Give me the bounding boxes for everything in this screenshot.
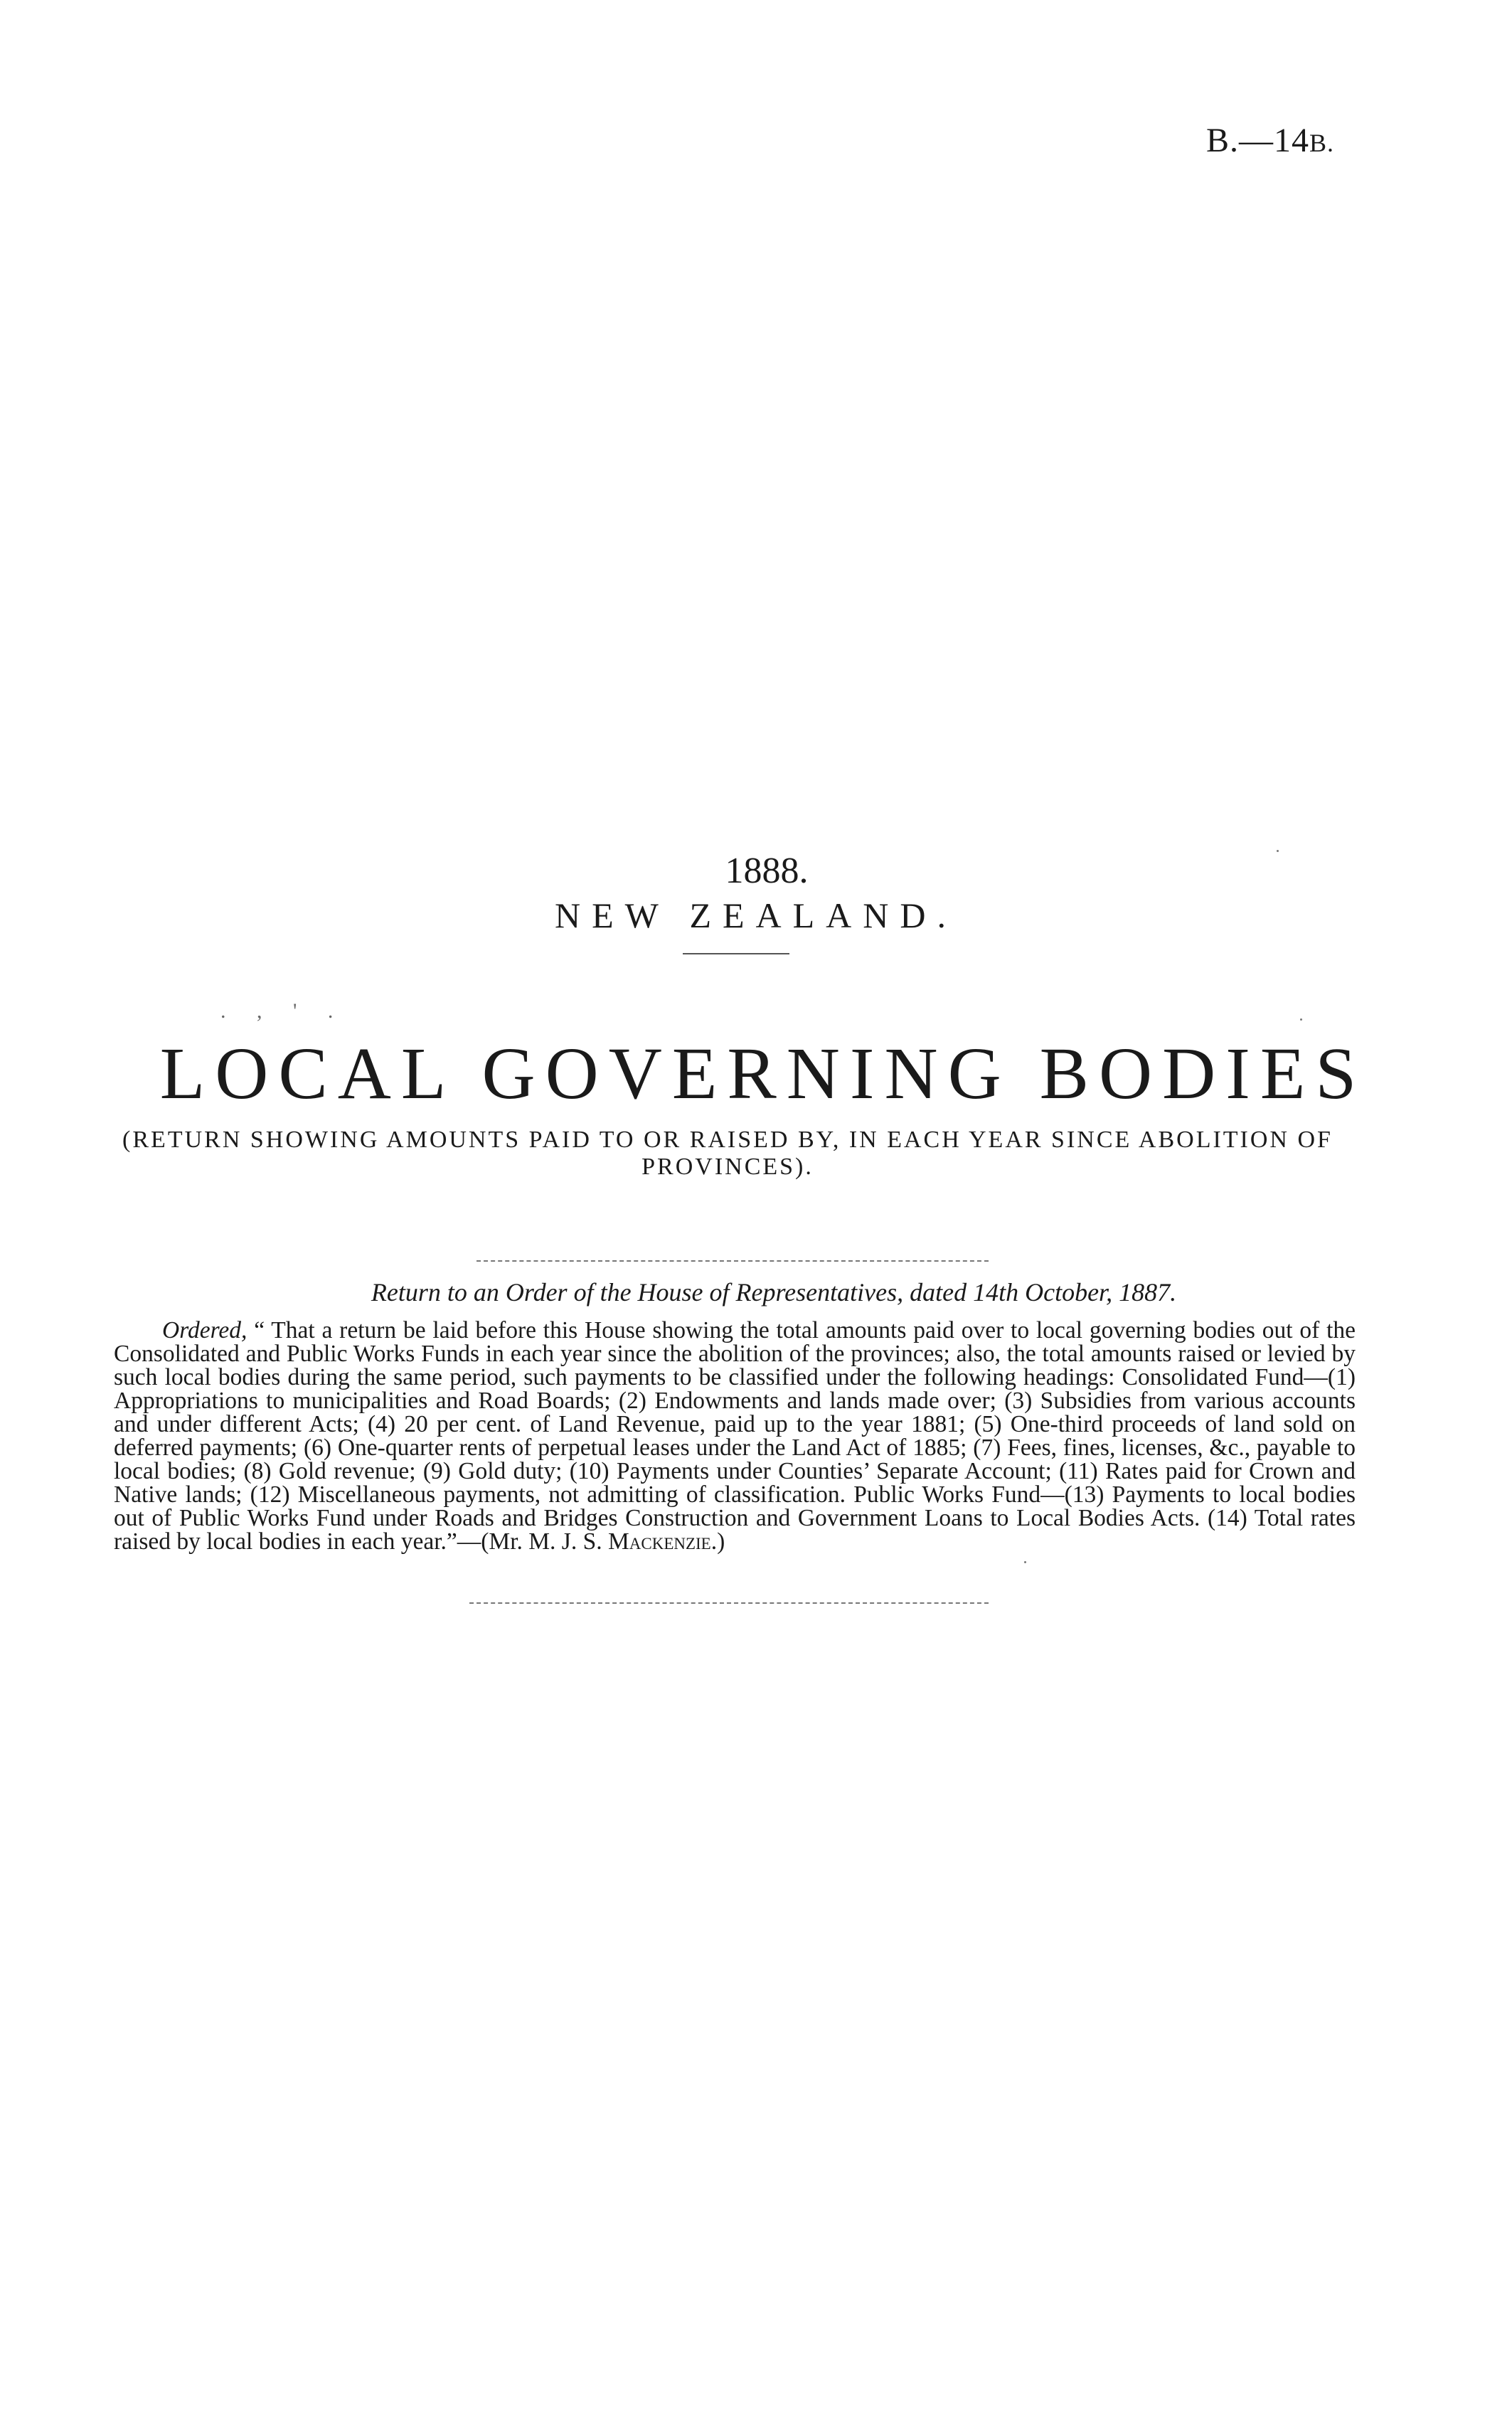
page-ref-main: B.—14	[1205, 122, 1309, 159]
ordered-text: “ That a return be laid before this House showing the total amounts paid over to local governing bodies out of the Consolidated and Public Works Funds in each year since the abolition of the provinces; also, the total amounts raised or levied by such local bodies during the same period, such payments to be classified under the following headings: Consolidated Fund—(1) Appropriations to municipalities and Road Boards; (2) Endowments and lands made over; (3) Subsidies from various accounts and under different Acts; (4) 20 per cent. of Land Revenue, paid up to the year 1881; (5) One-third proceeds of land sold on deferred payments; (6) One-quarter rents of perpetual leases under the Land Act of 1885; (7) Fees, fines, licenses, &c., payable to local bodies; (8) Gold revenue; (9) Gold duty; (10) Payments under Counties’ Separate Account; (11) Rates paid for Crown and Native lands; (12) Miscellaneous payments, not admitting of classification. Public Works Fund—(13) Payments to local bodies out of Public Works Fund under Roads and Bridges Construction and Government Loans to Local Bodies Acts. (14) Total rates raised by local bodies in each year.”—(Mr.	[114, 1317, 1356, 1555]
mover-name: M. J. S. Mackenzie	[528, 1528, 711, 1555]
print-speck	[1277, 850, 1279, 852]
print-speck	[1300, 1018, 1302, 1021]
page-ref-suffix: B.	[1309, 129, 1334, 157]
dotted-divider-top	[477, 1260, 989, 1262]
stray-print-marks: . , ' .	[220, 999, 346, 1023]
short-divider	[683, 953, 789, 954]
closing-text: .)	[710, 1528, 725, 1555]
country-heading: NEW ZEALAND.	[555, 895, 957, 935]
print-speck	[1024, 1561, 1026, 1563]
document-subtitle: (RETURN SHOWING AMOUNTS PAID TO OR RAISED BY, IN EACH YEAR SINCE ABOLITION OF PROVINCES).	[122, 1127, 1333, 1180]
dotted-divider-bottom	[469, 1602, 989, 1604]
order-paragraph	[114, 1319, 1356, 1553]
ordered-label: Ordered,	[162, 1317, 247, 1343]
document-title: LOCAL GOVERNING BODIES	[159, 1033, 1367, 1114]
page-reference	[1206, 121, 1334, 160]
return-order-line: Return to an Order of the House of Representatives, dated 14th October, 1887.	[371, 1278, 1177, 1306]
document-year: 1888.	[725, 851, 809, 891]
